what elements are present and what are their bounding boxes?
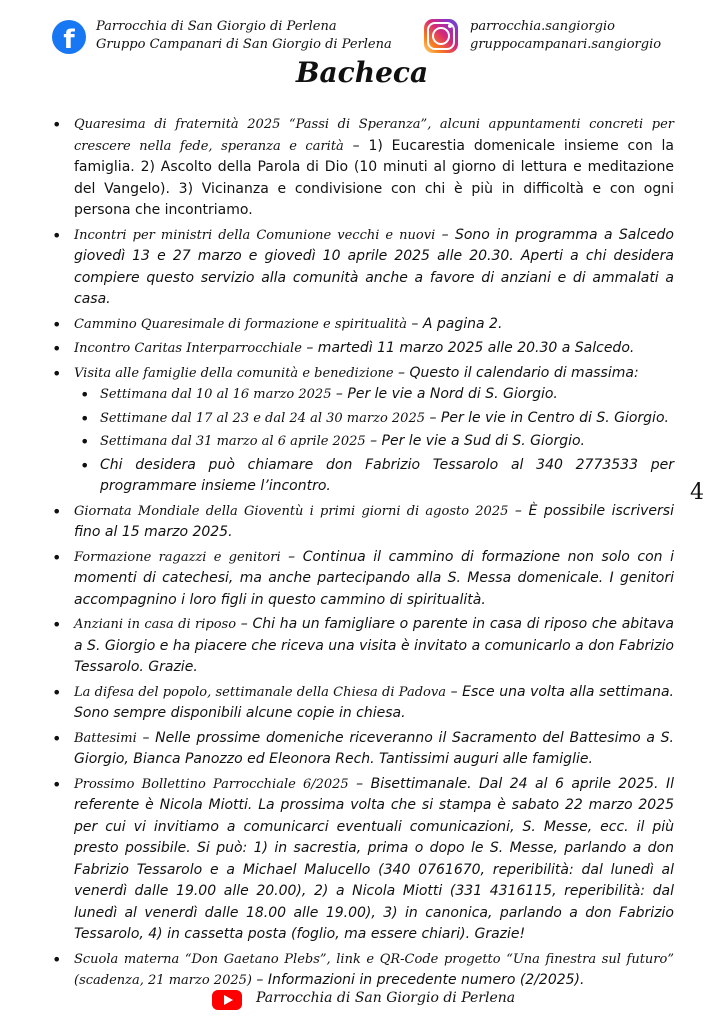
item-text: – Continua il cammino di formazione non solo con i momenti di catechesi, ma anche partecipando alla S. Messa domenicale. I genitori accompagnino i loro figli in questo cammino di spiritualità.	[74, 548, 675, 608]
visit-schedule-list	[74, 384, 674, 498]
item-heading: Incontri per ministri della Comunione vecchi e nuovi	[74, 227, 436, 243]
list-item	[74, 682, 674, 725]
item-heading: Incontro Caritas Interparrocchiale	[74, 341, 302, 356]
sub-item-text: – Per le vie a Sud di S. Giorgio.	[365, 433, 585, 449]
sub-list-item	[100, 408, 674, 430]
sub-item-text: – Per le vie in Centro di S. Giorgio.	[425, 409, 669, 426]
sub-item-heading: Settimana dal 10 al 16 marzo 2025	[100, 387, 332, 402]
list-item	[74, 363, 674, 498]
list-item	[74, 774, 674, 946]
header-left	[96, 18, 392, 54]
sub-item-text: Chi desidera può chiamare don Fabrizio Tessarolo al 340 2773533 per programmare insieme l’incontro.	[100, 456, 674, 494]
instagram-handle-parish[interactable]: parrocchia.sangiorgio	[470, 19, 615, 34]
list-item	[74, 501, 674, 544]
header-parish-name: Parrocchia di San Giorgio di Perlena	[96, 19, 337, 34]
facebook-icon[interactable]: f	[52, 20, 86, 54]
bulletin-list	[74, 114, 674, 992]
page-number: 4	[690, 480, 704, 505]
item-text: – Bisettimanale. Dal 24 al 6 aprile 2025. Il referente è Nicola Miotti. La prossima volta che si stampa è sabato 22 marzo 2025 per cui vi invitiamo a comunicarci eventuali comunicazioni, S. Messe, ecc. il più presto possibile. Si può: 1) in sacrestia, prima o dopo le S. Messe, parlando a don Fabrizio Tessarolo e a Michael Malucello (340 0761670, reperibilità: dal lunedì al venerdì dalle 19.00 alle 20.00), 2) a Nicola Miotti (331 4316115, reperibilità: dal lunedì al venerdì dalle 18.00 alle 19.00), 3) in canonica, parlando a don Fabrizio Tessarolo, 4) in cassetta posta (foglio, ma essere chiari). Grazie!	[74, 775, 674, 942]
item-text: – Chi ha un famigliare o parente in casa di riposo che abitava a S. Giorgio e ha piacere che riceva una visita è invitato a comunicarlo a don Fabrizio Tessarolo. Grazie.	[74, 616, 675, 675]
list-item	[74, 614, 674, 679]
sub-item-heading: Settimane dal 17 al 23 e dal 24 al 30 marzo 2025	[100, 410, 425, 426]
list-item	[74, 314, 674, 336]
item-heading: Scuola materna “Don Gaetano Plebs”, link e QR-Code progetto “Una finestra sul futuro” (scadenza, 21 marzo 2025)	[74, 951, 674, 988]
footer	[0, 988, 724, 1012]
sub-list-item	[100, 384, 674, 406]
instagram-handle-group[interactable]: gruppocampanari.sangiorgio	[470, 37, 662, 52]
list-item	[74, 728, 674, 771]
item-text: – 1) Eucarestia domenicale insieme con la famiglia. 2) Ascolto della Parola di Dio (10 minuti al giorno di lettura e meditazione del Vangelo). 3) Vicinanza e condivisione con chi è più in difficoltà e con ogni persona che incontriamo.	[74, 137, 674, 218]
item-text: – Nelle prossime domeniche riceveranno il Sacramento del Battesimo a S. Giorgio, Bianca Panozzo ed Eleonora Rech. Tantissimi auguri alle famiglie.	[74, 729, 674, 767]
page-title: Bacheca	[295, 56, 429, 89]
sub-item-heading: Settimana dal 31 marzo al 6 aprile 2025	[100, 434, 366, 449]
list-item	[74, 338, 674, 360]
header-right	[470, 18, 661, 54]
sub-list-item	[100, 455, 674, 498]
sub-item-text: – Per le vie a Nord di S. Giorgio.	[331, 386, 558, 402]
item-text: – Questo il calendario di massima:	[393, 364, 639, 381]
item-text: – A pagina 2.	[406, 315, 503, 332]
footer-channel-name[interactable]: Parrocchia di San Giorgio di Perlena	[256, 990, 516, 1006]
item-heading: La difesa del popolo, settimanale della Chiesa di Padova	[74, 684, 446, 700]
item-heading: Quaresima di fraternità 2025 “Passi di Speranza”, alcuni appuntamenti concreti per crescere nella fede, speranza e carità	[74, 117, 674, 154]
youtube-icon[interactable]	[212, 990, 242, 1010]
list-item	[74, 225, 674, 311]
item-text: – Sono in programma a Salcedo giovedì 13 e 27 marzo e giovedì 10 aprile 2025 alle 20.30. Aperti a chi desidera compiere questo servizio alla comunità anche a favore di anziani e di ammalati a casa.	[74, 226, 674, 307]
instagram-icon[interactable]	[424, 19, 458, 53]
item-text: – Informazioni in precedente numero (2/2025).	[251, 972, 585, 988]
bulletin-content	[74, 114, 674, 995]
header	[0, 16, 724, 56]
list-item	[74, 114, 674, 222]
item-heading: Formazione ragazzi e genitori	[74, 549, 281, 565]
item-heading: Giornata Mondiale della Gioventù i primi giorni di agosto 2025	[74, 503, 509, 519]
sub-list-item	[100, 431, 674, 453]
item-heading: Prossimo Bollettino Parrocchiale 6/2025	[74, 776, 349, 792]
item-heading: Cammino Quaresimale di formazione e spiritualità	[74, 316, 407, 332]
header-group-name: Gruppo Campanari di San Giorgio di Perlena	[96, 37, 392, 52]
list-item	[74, 547, 674, 612]
item-text: – Esce una volta alla settimana. Sono sempre disponibili alcune copie in chiesa.	[74, 683, 674, 721]
item-text: – È possibile iscriversi fino al 15 marzo 2025.	[74, 502, 674, 540]
item-heading: Battesimi	[74, 730, 137, 746]
list-item	[74, 949, 674, 992]
item-heading: Visita alle famiglie della comunità e benedizione	[74, 365, 394, 381]
item-text: – martedì 11 marzo 2025 alle 20.30 a Salcedo.	[301, 340, 635, 356]
item-heading: Anziani in casa di riposo	[74, 617, 237, 632]
